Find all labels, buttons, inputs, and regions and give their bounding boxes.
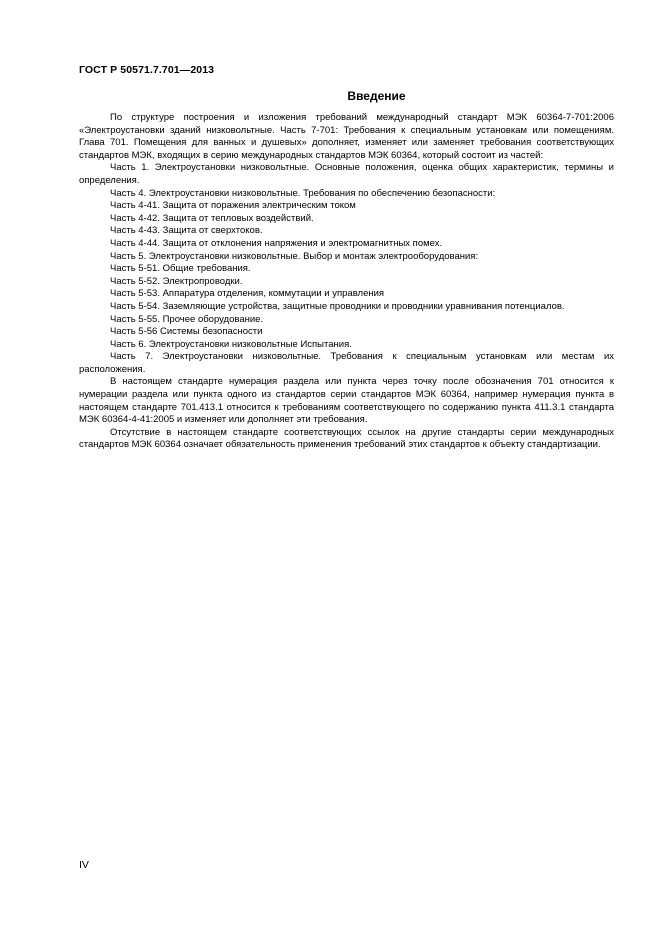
paragraph: По структуре построения и изложения требований международный стандарт МЭК 60364-7-701:2006 «Электроустановки зданий низковольтные. Часть 7-701: Требования к специальным установкам или помещениям. Глава 701. Помещения для ванных и душевых» дополняет, изменяет или заменяет требования соответствующих стандартов МЭК, входящих в серию международных стандартов МЭК 60364, который состоит из частей: bbox=[79, 112, 614, 161]
document-body bbox=[79, 112, 614, 452]
paragraph: Отсутствие в настоящем стандарте соответствующих ссылок на другие стандарты серии международных стандартов МЭК 60364 означает обязательность применения требований этих стандартов к объекту стандартизации. bbox=[79, 426, 614, 451]
page-number: IV bbox=[79, 859, 89, 871]
paragraph: Часть 5-53. Аппаратура отделения, коммутации и управления bbox=[110, 288, 385, 300]
paragraph: Часть 4-41. Защита от поражения электрическим током bbox=[110, 200, 356, 212]
paragraph: Часть 5-51. Общие требования. bbox=[110, 263, 251, 275]
paragraph: Часть 5-52. Электропроводки. bbox=[110, 275, 243, 287]
paragraph: Часть 6. Электроустановки низковольтные Испытания. bbox=[110, 338, 352, 350]
paragraph: Часть 5. Электроустановки низковольтные. Выбор и монтаж электрооборудования: bbox=[110, 250, 479, 262]
paragraph: Часть 1. Электроустановки низковольтные. Основные положения, оценка общих характеристик, термины и определения. bbox=[79, 162, 614, 186]
section-title: Введение bbox=[347, 89, 406, 103]
paragraph: Часть 4-43. Защита от сверхтоков. bbox=[110, 225, 263, 237]
paragraph: Часть 4-42. Защита от тепловых воздействий. bbox=[110, 212, 314, 224]
paragraph: В настоящем стандарте нумерация раздела или пункта через точку после обозначения 701 относится к нумерации раздела или пункта одного из стандартов серии стандартов МЭК 60364, например нумерация пункта в настоящем стандарте 701.413.1 относится к требованиям соответствующего по содержанию пункта 411.3.1 стандарта МЭК 60364-4-41:2005 и изменяет или дополняет эти требования. bbox=[79, 376, 614, 426]
paragraph: Часть 5-55. Прочее оборудование. bbox=[110, 313, 264, 325]
paragraph: Часть 5-56 Системы безопасности bbox=[110, 326, 263, 338]
paragraph: Часть 7. Электроустановки низковольтные. Требования к специальным установкам или местам их расположения. bbox=[79, 351, 614, 375]
document-header: ГОСТ Р 50571.7.701—2013 bbox=[79, 64, 215, 76]
paragraph: Часть 4-44. Защита от отклонения напряжения и электромагнитных помех. bbox=[110, 237, 443, 249]
paragraph: Часть 5-54. Заземляющие устройства, защитные проводники и проводники уравнивания потенциалов. bbox=[110, 300, 565, 312]
paragraph: Часть 4. Электроустановки низковольтные. Требования по обеспечению безопасности: bbox=[110, 187, 496, 199]
